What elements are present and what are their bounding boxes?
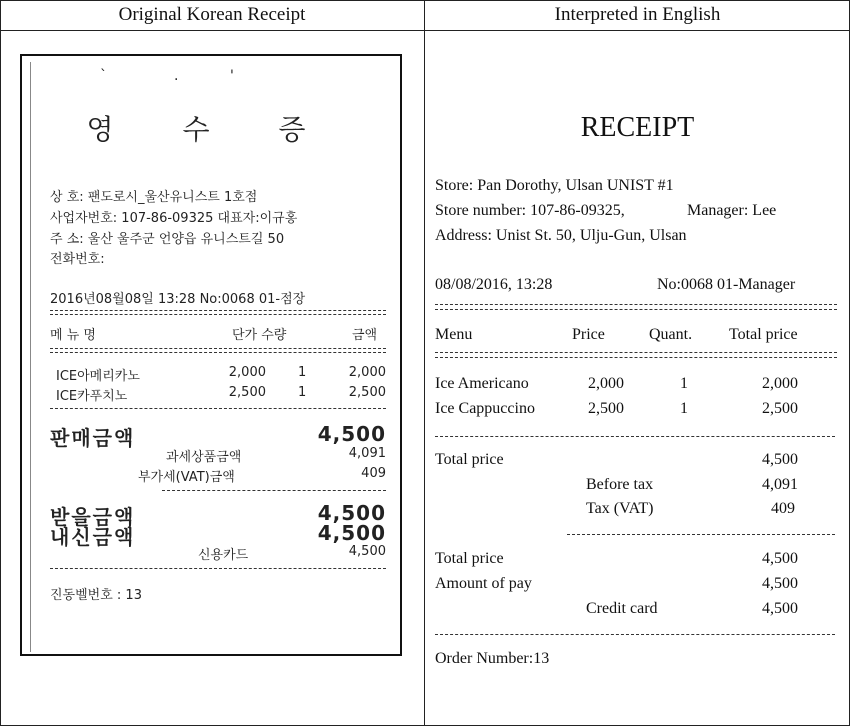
english-credit-card-value: 4,500 (762, 600, 798, 617)
print-dot: ' (230, 68, 234, 84)
receipt-title: 영 수 증 (86, 113, 336, 146)
header-divider (0, 30, 850, 31)
english-before-tax-label: Before tax (586, 476, 654, 493)
double-separator (50, 348, 386, 353)
business-number-line: 사업자번호: 107-86-09325 대표자:이규홍 (50, 211, 298, 226)
english-datetime: 08/08/2016, 13:28 (435, 276, 553, 293)
paid-amount-value: 4,500 (317, 521, 386, 545)
double-separator (50, 310, 386, 315)
english-item-name: Ice Cappuccino (435, 400, 535, 417)
english-total-price2-label: Total price (435, 550, 504, 567)
english-vat-value: 409 (771, 500, 795, 517)
item-qty: 1 (298, 385, 307, 400)
english-amount-pay-value: 4,500 (762, 575, 798, 592)
dashed-separator (435, 634, 835, 635)
dashed-separator (435, 436, 835, 437)
item-price: 2,000 (228, 365, 266, 380)
korean-receipt (20, 54, 402, 656)
taxable-amount-value: 4,091 (348, 446, 386, 461)
english-address: Address: Unist St. 50, Ulju-Gun, Ulsan (435, 227, 687, 244)
english-total-price-value: 4,500 (762, 451, 798, 468)
credit-card-value: 4,500 (348, 544, 386, 559)
taxable-amount-label: 과세상품금액 (166, 450, 242, 465)
dashed-separator (567, 534, 835, 535)
column-divider (424, 0, 425, 726)
item-price: 2,500 (228, 385, 266, 400)
dashed-separator (50, 568, 386, 569)
dashed-separator (162, 490, 386, 491)
print-dot: · (174, 72, 179, 88)
credit-card-label: 신용카드 (198, 548, 249, 563)
sales-amount-value: 4,500 (317, 422, 386, 446)
receipt-paper-edge (30, 62, 31, 652)
paid-amount-label: 내신금액 (50, 525, 136, 549)
double-separator (435, 304, 837, 310)
english-title: RECEIPT (580, 112, 695, 143)
english-total-price-label: Total price (435, 451, 504, 468)
english-item-total: 2,000 (762, 375, 798, 392)
print-dot: ` (100, 68, 107, 84)
dashed-separator (50, 408, 386, 409)
english-vat-label: Tax (VAT) (586, 500, 654, 517)
english-item-qty: 1 (680, 375, 688, 392)
english-number: No:0068 01-Manager (657, 276, 796, 293)
receivable-amount-label: 받을금액 (50, 505, 136, 529)
english-before-tax-value: 4,091 (762, 476, 798, 493)
order-number-line: 진동벨번호 : 13 (50, 588, 142, 603)
column-menu-header: 메 뉴 명 (50, 328, 96, 343)
english-store-line: Store: Pan Dorothy, Ulsan UNIST #1 (435, 177, 674, 194)
sales-amount-label: 판매금액 (50, 426, 136, 450)
english-item-price: 2,500 (588, 400, 624, 417)
vat-amount-value: 409 (361, 466, 386, 481)
english-store-number: Store number: 107-86-09325, (435, 202, 625, 219)
left-column-title: Original Korean Receipt (118, 4, 306, 25)
store-line: 상 호: 팬도로시_울산유니스트 1호점 (50, 190, 258, 205)
item-amount: 2,500 (348, 385, 386, 400)
item-name: ICE카푸치노 (56, 389, 128, 404)
english-credit-card-label: Credit card (586, 600, 658, 617)
item-amount: 2,000 (348, 365, 386, 380)
receivable-amount-value: 4,500 (317, 501, 386, 525)
column-amount-header: 금액 (352, 328, 378, 343)
english-amount-pay-label: Amount of pay (435, 575, 532, 592)
vat-amount-label: 부가세(VAT)금액 (138, 470, 235, 485)
english-item-name: Ice Americano (435, 375, 529, 392)
right-column-title: Interpreted in English (554, 4, 721, 25)
english-col-total: Total price (729, 326, 798, 343)
column-price-qty-header: 단가 수량 (232, 328, 287, 343)
datetime-line: 2016년08월08일 13:28 No:0068 01-점장 (50, 292, 306, 307)
item-qty: 1 (298, 365, 307, 380)
address-line: 주 소: 울산 울주군 언양읍 유니스트길 50 (50, 232, 285, 247)
english-order-number: Order Number:13 (435, 650, 550, 667)
english-col-quant: Quant. (649, 326, 693, 343)
english-col-price: Price (572, 326, 605, 343)
english-item-total: 2,500 (762, 400, 798, 417)
english-total-price2-value: 4,500 (762, 550, 798, 567)
english-col-menu: Menu (435, 326, 473, 343)
double-separator (435, 352, 837, 358)
phone-line: 전화번호: (50, 252, 105, 267)
item-name: ICE아메리카노 (56, 369, 140, 384)
english-manager: Manager: Lee (687, 202, 777, 219)
english-item-price: 2,000 (588, 375, 624, 392)
english-item-qty: 1 (680, 400, 688, 417)
